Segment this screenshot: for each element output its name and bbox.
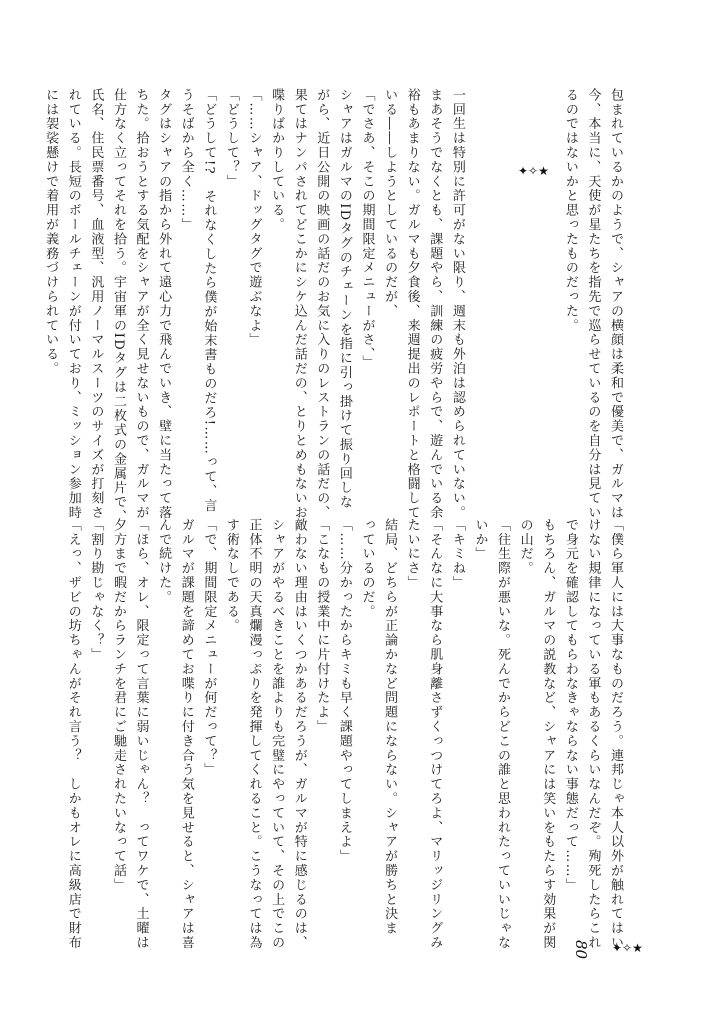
text-line: 「……分かったからキミも早く課題やってしまえよ」 (336, 518, 352, 864)
text-line: す術なしである。 (223, 518, 239, 634)
text-line: 敵わない理由はいくつかあるだろうが、ガルマが特に感じるのは、 (291, 518, 307, 950)
text-line: んで続けた。 (156, 518, 172, 605)
text-line: 包まれているかのようで、シャアの横顔は柔和で優美で、ガルマは (608, 88, 623, 520)
text-line: タグはシャアの指から外れて遠心力で飛んでいき、壁に当たって落 (156, 88, 172, 520)
text-line: シャアはガルマのIDタグのチェーンを指に引っ掛けて振り回しな (336, 88, 352, 510)
text-line: ガルマが課題を諦めてお喋りに付き合う気を見せると、シャアは喜 (178, 518, 194, 950)
text-line: 裕もあまりない。ガルマも夕食後、来週提出のレポートと格闘して (404, 88, 420, 520)
text-line: 「……シャア、ドッグタグで遊ぶなよ」 (246, 88, 262, 348)
text-line: けない規律になっている軍もあるくらいなんだぞ。殉死したらこれ (585, 518, 601, 950)
text-line: 「そんなに大事なら肌身離さずくっつけてろよ、マリッジリングみ (427, 518, 443, 950)
text-line: 「僕ら軍人には大事なものだろう。連邦じゃ本人以外が触れてはい (608, 518, 623, 950)
text-line: うそばから全く……」 (178, 88, 194, 232)
text-line: 果てはナンパされてどこかにシケ込んだ話だの、とりとめもないお (291, 88, 307, 520)
star-ornament-icon: ✦✧★ (518, 164, 549, 178)
text-line: 「どうして!? それなくしたら僕が始末書ものだろ!……って、言 (201, 88, 217, 513)
text-line: っているのだ。 (359, 518, 375, 619)
text-line (468, 88, 491, 508)
text-line: もちろん、ガルマの説教など、シャアには笑いをもたらす効果が関 (540, 518, 556, 950)
text-line: 結局、どちらが正論かなど問題にならない。シャアが勝ちと決ま (382, 518, 398, 936)
page-number: 80 (572, 940, 590, 960)
text-line: いか」 (472, 518, 488, 562)
text-line: の山だ。 (517, 518, 533, 576)
text-line: ちた。拾おうとする気配をシャアが全く見せないもので、ガルマが (133, 88, 149, 520)
text-line: 夕方まで暇だからランチを君にご馳走されたいなって話」 (110, 518, 126, 893)
text-line (536, 88, 559, 508)
text-line: 仕方なく立ってそれを拾う。宇宙軍のIDタグは二枚式の金属片で、 (110, 88, 126, 524)
text-block-top (43, 88, 626, 524)
text-line: 「割り勘じゃなく？」 (88, 518, 104, 662)
text-line: 「キミね」 (449, 518, 465, 590)
text-line: 今、本当に、天使が星たちを指先で巡らせているのを自分は見てい (585, 88, 601, 520)
text-line (490, 88, 513, 508)
text-line: 「ほら、オレ、限定って言葉に弱いじゃん？ ってワケで、土曜は (133, 518, 149, 950)
text-line: 「往生際が悪いな。死んでからどこの誰と思われたっていいじゃな (495, 518, 511, 950)
text-line: 「どうして？」 (223, 88, 239, 189)
text-line: るのではないかと思ったものだった。 (562, 88, 578, 333)
text-line: いる――しようとしているのだが、 (382, 88, 398, 319)
text-line: 「でさあ、そこの期間限定メニューがさ、」 (359, 88, 375, 370)
text-line (513, 88, 536, 508)
text-line: には袈裟懸けで着用が義務づけられている。 (43, 88, 59, 376)
text-line: れている。長短のボールチェーンが付いており、ミッション参加時 (65, 88, 81, 520)
page-number-star-icon: ✦✧★ (612, 941, 643, 955)
text-line: 正体不明の天真爛漫っぷりを発揮してくれること。こうなっては為 (246, 518, 262, 950)
text-line: 「えっ、ザビの坊ちゃんがそれ言う？ しかもオレに高級店で財布 (65, 518, 81, 950)
text-line: 喋りばかりしている。 (269, 88, 285, 232)
text-line: 「こなもの授業中に片付けたよ」 (314, 518, 330, 734)
text-line: まあそうでなくとも、課題やら、訓練の疲労やらで、遊んでいる余 (427, 88, 443, 520)
text-line: 「で、期間限定メニューが何だって？」 (201, 518, 217, 778)
text-line: たいにさ」 (404, 518, 420, 590)
text-line: 氏名、住民票番号、血液型、汎用ノーマルスーツのサイズが打刻さ (88, 88, 104, 520)
text-line: がら、近日公開の映画の話だのお気に入りのレストランの話だの、 (314, 88, 330, 520)
text-line: 一回生は特別に許可がない限り、週末も外泊は認められていない。 (449, 88, 465, 520)
text-line: で身元を確認してもらわなきゃならない事態だって……」 (562, 518, 578, 893)
text-line: シャアがやるべきことを誰よりも完璧にやっていて、その上でこの (269, 518, 285, 950)
